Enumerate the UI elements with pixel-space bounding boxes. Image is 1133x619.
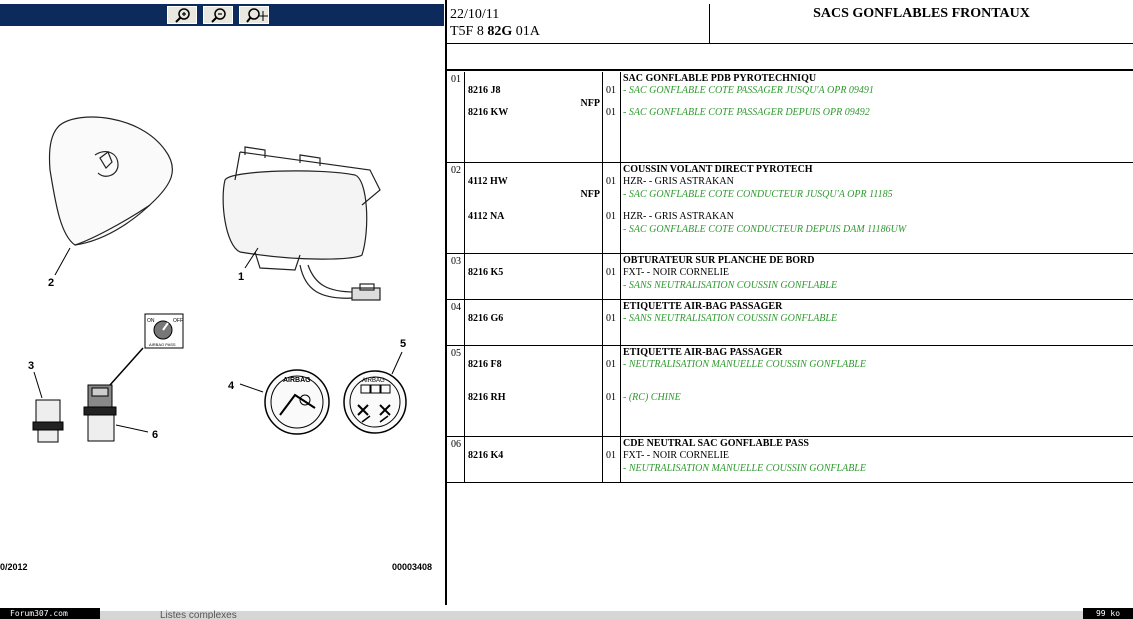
- svg-text:ON: ON: [147, 318, 155, 324]
- part-description: HZR- - GRIS ASTRAKAN: [623, 176, 734, 187]
- qty-cell: [603, 300, 621, 345]
- svg-text:AIRBAG: AIRBAG: [362, 378, 385, 384]
- callout-5: 5: [400, 338, 407, 350]
- qty-cell: [603, 72, 621, 162]
- part-reference[interactable]: 8216 KW: [468, 107, 509, 118]
- svg-text:OFF: OFF: [173, 318, 183, 324]
- part-title: OBTURATEUR SUR PLANCHE DE BORD: [623, 255, 815, 266]
- part-reference[interactable]: 8216 J8: [468, 85, 501, 96]
- zoom-in-icon: [174, 8, 192, 23]
- airbag-label-4: [265, 370, 329, 434]
- blanking-plug: [33, 400, 63, 442]
- passenger-airbag-module: [223, 147, 380, 300]
- part-quantity: 01: [606, 392, 616, 403]
- part-description: - SAC GONFLABLE COTE CONDUCTEUR JUSQU'A OPR 11185: [623, 189, 893, 200]
- header-info: [447, 4, 710, 44]
- qty-cell: [603, 163, 621, 253]
- row-number: 01: [447, 72, 465, 162]
- part-description: - SAC GONFLABLE COTE PASSAGER JUSQU'A OPR 09491: [623, 85, 874, 96]
- desc-cell: [621, 437, 1133, 482]
- part-quantity: 01: [606, 85, 616, 96]
- part-description: FXT- - NOIR CORNELIE: [623, 450, 730, 461]
- part-description: FXT- - NOIR CORNELIE: [623, 267, 730, 278]
- header-divider: [447, 69, 1133, 71]
- part-reference[interactable]: 8216 RH: [468, 392, 506, 403]
- part-description: - NEUTRALISATION MANUELLE COUSSIN GONFLABLE: [623, 463, 866, 474]
- row-number: 02: [447, 163, 465, 253]
- part-quantity: 01: [606, 450, 616, 461]
- table-row: [447, 437, 1133, 483]
- callout-3: 3: [28, 360, 35, 372]
- nfp-flag: NFP: [580, 189, 600, 200]
- zoom-pan-icon: [246, 8, 270, 23]
- part-quantity: 01: [606, 313, 616, 324]
- row-number: 03: [447, 254, 465, 299]
- svg-text:AIRBAG: AIRBAG: [283, 377, 311, 384]
- desc-cell: [621, 346, 1133, 436]
- table-row: [447, 300, 1133, 346]
- part-reference[interactable]: 4112 HW: [468, 176, 508, 187]
- part-description: - SANS NEUTRALISATION COUSSIN GONFLABLE: [623, 280, 838, 291]
- part-description: - NEUTRALISATION MANUELLE COUSSIN GONFLABLE: [623, 359, 866, 370]
- switch-dial: [145, 314, 183, 348]
- steering-wheel-cover: [49, 117, 172, 245]
- part-description: - SAC GONFLABLE COTE PASSAGER DEPUIS OPR 09492: [623, 107, 870, 118]
- table-row: [447, 346, 1133, 437]
- status-bar-track: [100, 611, 1083, 619]
- qty-cell: [603, 346, 621, 436]
- desc-cell: [621, 300, 1133, 345]
- footer-link[interactable]: Listes complexes: [160, 610, 237, 619]
- table-row: [447, 72, 1133, 163]
- page-header: [447, 4, 1133, 44]
- callout-6: 6: [152, 429, 159, 441]
- part-quantity: 01: [606, 176, 616, 187]
- ref-cell: [465, 300, 603, 345]
- zoom-in-button[interactable]: [167, 6, 197, 24]
- ref-cell: [465, 254, 603, 299]
- svg-text:AIRBAG PASS: AIRBAG PASS: [149, 342, 176, 347]
- status-bar: [0, 605, 1133, 619]
- ref-cell: [465, 163, 603, 253]
- ref-cell: [465, 437, 603, 482]
- diagram-date: 0/2012: [0, 562, 28, 572]
- row-number: 04: [447, 300, 465, 345]
- neutralisation-switch: [84, 385, 116, 441]
- page-title: SACS GONFLABLES FRONTAUX: [813, 6, 1030, 21]
- part-quantity: 01: [606, 107, 616, 118]
- part-quantity: 01: [606, 267, 616, 278]
- part-reference[interactable]: 4112 NA: [468, 211, 505, 222]
- row-number: 06: [447, 437, 465, 482]
- airbag-label-5: [344, 371, 406, 433]
- part-title: SAC GONFLABLE PDB PYROTECHNIQU: [623, 73, 817, 84]
- part-description: HZR- - GRIS ASTRAKAN: [623, 211, 734, 222]
- callout-1: 1: [238, 271, 245, 283]
- desc-cell: [621, 254, 1133, 299]
- diagram-panel: [0, 0, 444, 605]
- qty-cell: [603, 437, 621, 482]
- table-row: [447, 254, 1133, 300]
- row-number: 05: [447, 346, 465, 436]
- part-title: ETIQUETTE AIR-BAG PASSAGER: [623, 347, 783, 358]
- qty-cell: [603, 254, 621, 299]
- ref-cell: [465, 72, 603, 162]
- part-description: - (RC) CHINE: [623, 392, 681, 403]
- zoom-toolbar: [0, 4, 444, 26]
- header-date: 22/10/11: [450, 7, 500, 22]
- callout-4: 4: [228, 380, 235, 392]
- size-label: 99 ko: [1083, 608, 1133, 619]
- table-row: [447, 163, 1133, 254]
- header-code: T5F 8 82G 01A: [450, 24, 540, 39]
- desc-cell: [621, 163, 1133, 253]
- part-reference[interactable]: 8216 K5: [468, 267, 504, 278]
- parts-diagram: [0, 30, 444, 570]
- part-quantity: 01: [606, 211, 616, 222]
- desc-cell: [621, 72, 1133, 162]
- parts-table: [447, 72, 1133, 483]
- part-reference[interactable]: 8216 F8: [468, 359, 502, 370]
- site-label: Forum307.com: [0, 608, 100, 619]
- diagram-ref: 00003408: [392, 562, 433, 572]
- part-title: ETIQUETTE AIR-BAG PASSAGER: [623, 301, 783, 312]
- part-reference[interactable]: 8216 G6: [468, 313, 504, 324]
- zoom-out-button[interactable]: [203, 6, 233, 24]
- part-reference[interactable]: 8216 K4: [468, 450, 504, 461]
- nfp-flag: NFP: [580, 98, 600, 109]
- part-quantity: 01: [606, 359, 616, 370]
- callout-2: 2: [48, 277, 55, 289]
- part-description: - SANS NEUTRALISATION COUSSIN GONFLABLE: [623, 313, 838, 324]
- part-title: COUSSIN VOLANT DIRECT PYROTECH: [623, 164, 813, 175]
- part-title: CDE NEUTRAL SAC GONFLABLE PASS: [623, 438, 809, 449]
- ref-cell: [465, 346, 603, 436]
- part-description: - SAC GONFLABLE COTE CONDUCTEUR DEPUIS DAM 11186UW: [623, 224, 907, 235]
- zoom-pan-button[interactable]: [239, 6, 269, 24]
- zoom-out-icon: [210, 8, 228, 23]
